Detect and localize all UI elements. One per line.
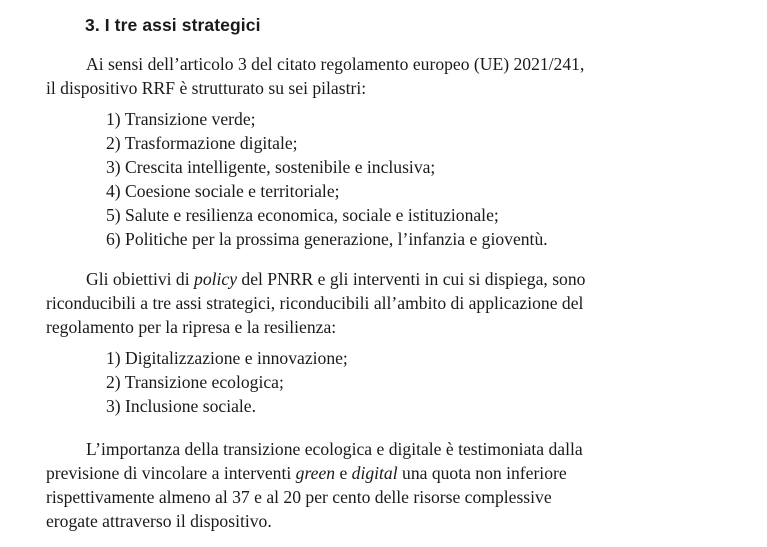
text-run: del PNRR e gli interventi in cui si dispiega, sono	[237, 269, 586, 289]
emphasis-text: green	[295, 463, 336, 483]
axes-list	[106, 346, 348, 418]
emphasis-text: digital	[351, 463, 398, 483]
text-run: Gli obiettivi di	[86, 269, 195, 289]
list-item: 3) Crescita intelligente, sostenibile e inclusiva;	[106, 157, 436, 177]
paragraph-line: il dispositivo RRF è strutturato su sei pilastri:	[46, 78, 367, 98]
list-item: 2) Transizione ecologica;	[106, 372, 284, 392]
paragraph-line	[46, 267, 670, 291]
paragraph-line: L’importanza della transizione ecologica e digitale è testimoniata dalla	[86, 439, 583, 459]
text-run: previsione di vincolare a interventi	[46, 463, 296, 483]
paragraph-line: erogate attraverso il dispositivo.	[46, 511, 272, 531]
paragraph-line: rispettivamente almeno al 37 e al 20 per cento delle risorse complessive	[46, 487, 552, 507]
paragraph-line	[46, 461, 670, 485]
list-item: 1) Digitalizzazione e innovazione;	[106, 348, 348, 368]
pillars-list	[106, 107, 548, 251]
list-item: 4) Coesione sociale e territoriale;	[106, 181, 340, 201]
emphasis-text: policy	[194, 269, 238, 289]
text-run: una quota non inferiore	[397, 463, 567, 483]
list-item: 3) Inclusione sociale.	[106, 396, 256, 416]
list-item: 6) Politiche per la prossima generazione, l’infanzia e gioventù.	[106, 229, 548, 249]
paragraph-line: riconducibili a tre assi strategici, riconducibili all’ambito di applicazione del	[46, 293, 584, 313]
paragraph-intro	[46, 52, 670, 100]
paragraph-objectives	[46, 267, 670, 339]
paragraph-importance	[46, 437, 670, 533]
paragraph-line: regolamento per la ripresa e la resilienza:	[46, 317, 337, 337]
list-item: 1) Transizione verde;	[106, 109, 256, 129]
section-heading: 3. I tre assi strategici	[85, 15, 261, 35]
paragraph-line: Ai sensi dell’articolo 3 del citato regolamento europeo (UE) 2021/241,	[86, 54, 585, 74]
list-item: 5) Salute e resilienza economica, sociale e istituzionale;	[106, 205, 499, 225]
text-run: e	[335, 463, 352, 483]
list-item: 2) Trasformazione digitale;	[106, 133, 298, 153]
